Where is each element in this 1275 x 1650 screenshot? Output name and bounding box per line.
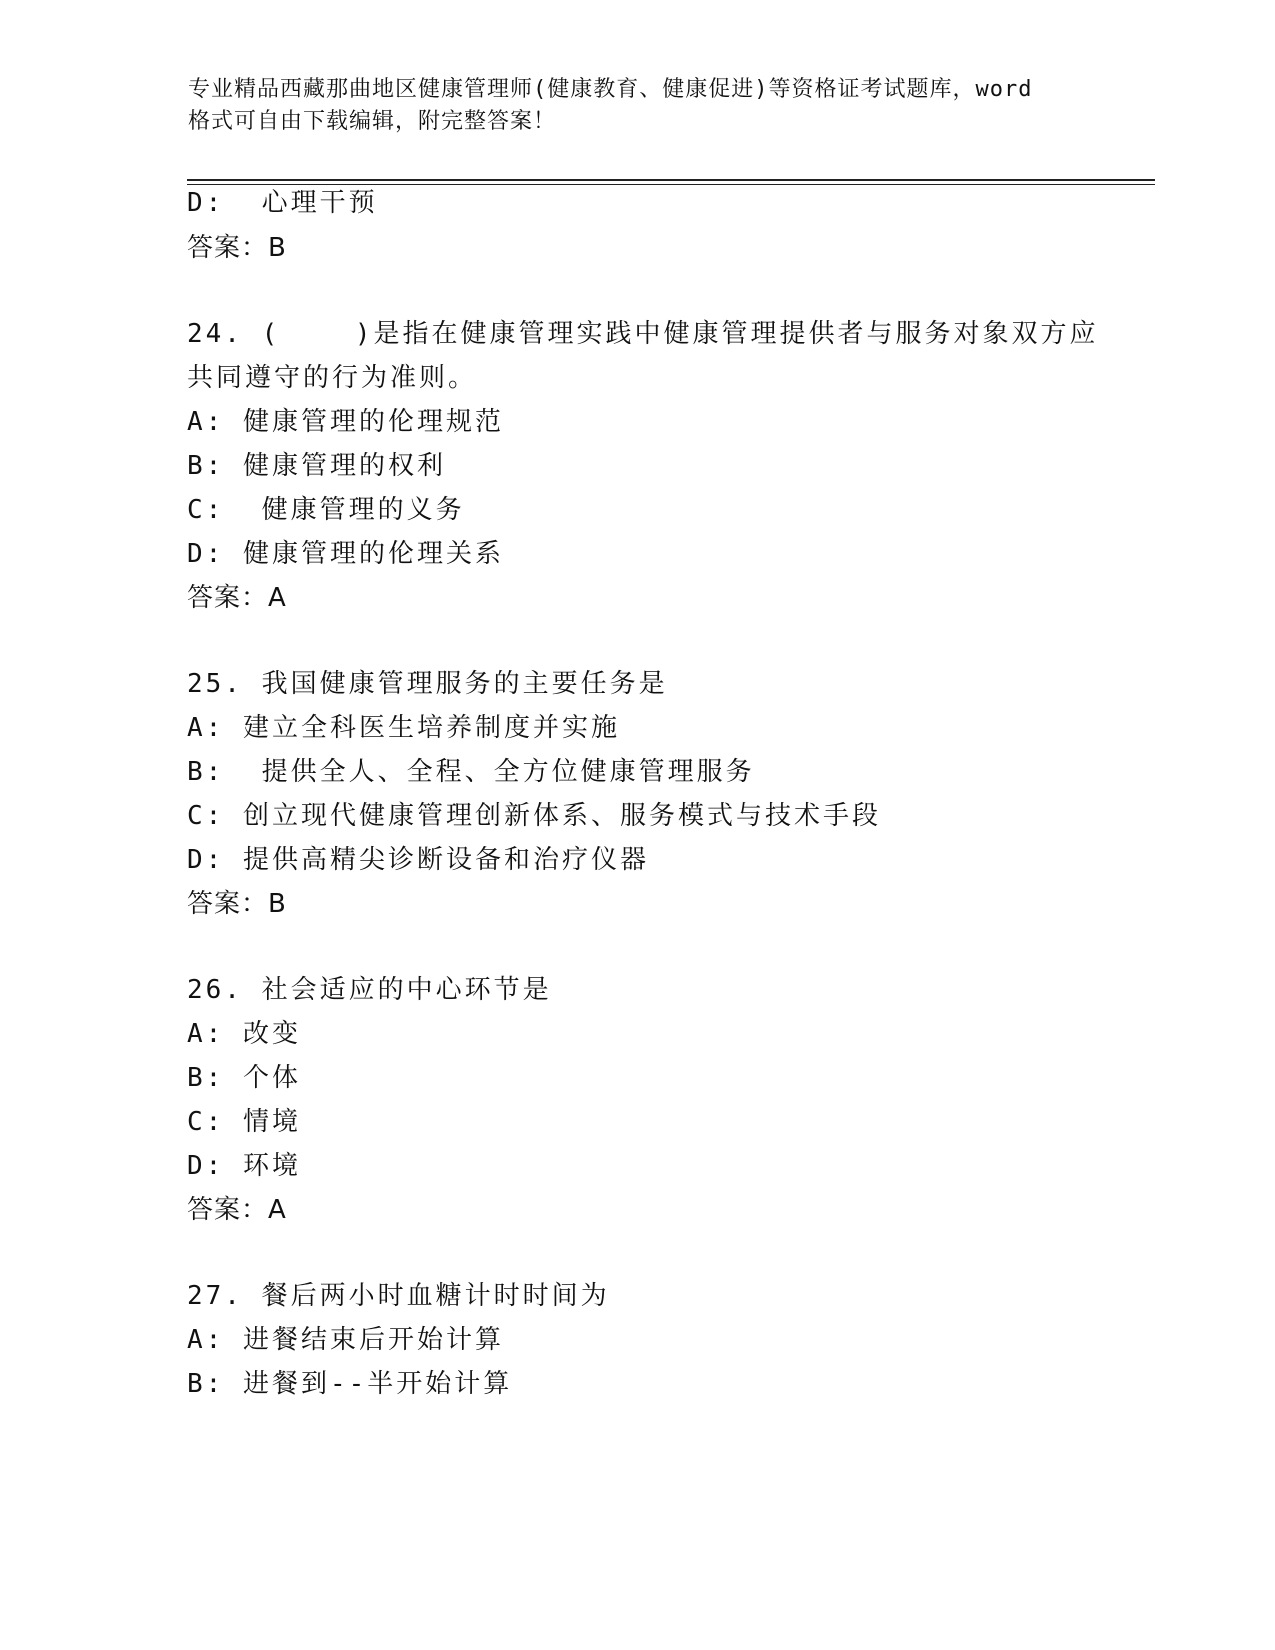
question-26-option-a: A: 改变 xyxy=(187,1019,301,1049)
prev-option-d: D: 心理干预 xyxy=(187,188,378,218)
question-25-stem: 25. 我国健康管理服务的主要任务是 xyxy=(187,669,668,699)
question-25-option-d: D: 提供高精尖诊断设备和治疗仪器 xyxy=(187,845,649,875)
header-line-2: 格式可自由下载编辑，附完整答案！ xyxy=(188,109,557,134)
question-26-option-b: B: 个体 xyxy=(187,1063,301,1093)
question-26-option-d: D: 环境 xyxy=(187,1151,301,1181)
question-26-stem: 26. 社会适应的中心环节是 xyxy=(187,975,552,1005)
question-26-answer: 答案：A xyxy=(187,1195,287,1225)
header-divider-thick xyxy=(187,179,1155,181)
question-26-option-c: C: 情境 xyxy=(187,1107,301,1137)
document-header xyxy=(188,74,1088,138)
question-25-option-c: C: 创立现代健康管理创新体系、服务模式与技术手段 xyxy=(187,801,881,831)
question-27-option-a: A: 进餐结束后开始计算 xyxy=(187,1325,504,1355)
header-divider-thin xyxy=(187,184,1155,185)
question-25-option-b: B: 提供全人、全程、全方位健康管理服务 xyxy=(187,757,755,787)
question-25-answer: 答案：B xyxy=(187,889,287,919)
question-24-option-d: D: 健康管理的伦理关系 xyxy=(187,539,504,569)
question-24-option-c: C: 健康管理的义务 xyxy=(187,495,465,525)
question-24-option-a: A: 健康管理的伦理规范 xyxy=(187,407,504,437)
question-24-stem-line-2: 共同遵守的行为准则。 xyxy=(187,363,478,393)
question-24-option-b: B: 健康管理的权利 xyxy=(187,451,446,481)
prev-answer: 答案：B xyxy=(187,233,287,263)
question-27-stem: 27. 餐后两小时血糖计时时间为 xyxy=(187,1281,610,1311)
question-25-option-a: A: 建立全科医生培养制度并实施 xyxy=(187,713,620,743)
question-27-option-b: B: 进餐到--半开始计算 xyxy=(187,1369,513,1399)
question-24-answer: 答案：A xyxy=(187,583,287,613)
header-line-1: 专业精品西藏那曲地区健康管理师(健康教育、健康促进)等资格证考试题库，word xyxy=(188,77,1033,102)
question-24-stem-line-1: 24. ( )是指在健康管理实践中健康管理提供者与服务对象双方应 xyxy=(187,319,1099,349)
